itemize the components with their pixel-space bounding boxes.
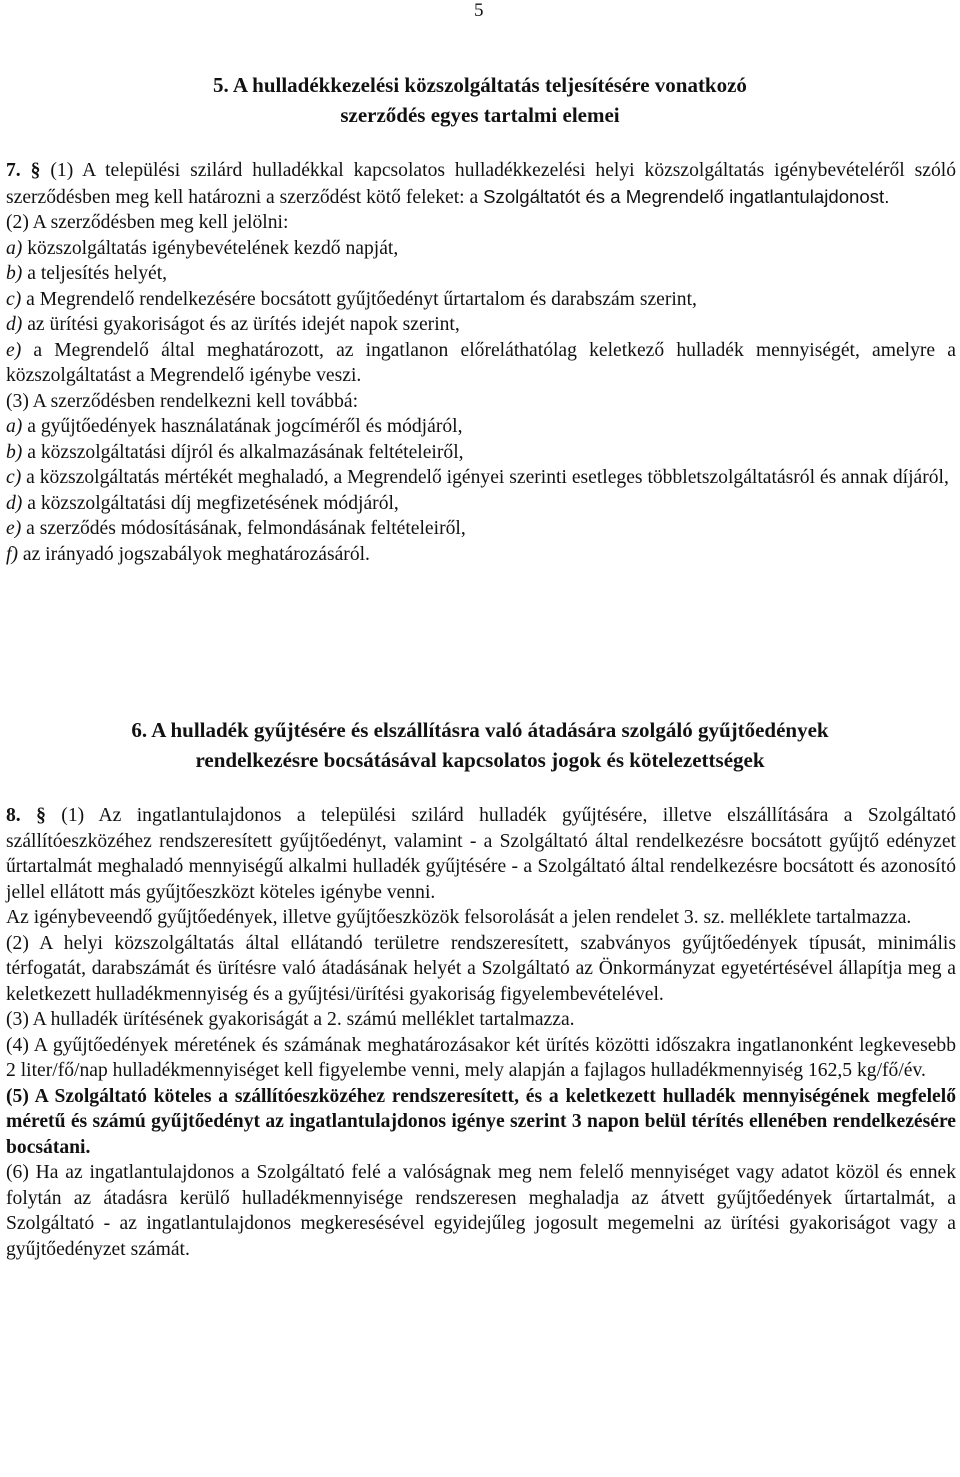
list-item-7-3-f: f) az irányadó jogszabályok meghatározásáról.	[6, 543, 370, 565]
paragraph-7-2-intro: (2) A szerződésben meg kell jelölni:	[6, 212, 289, 233]
list-item-7-2-a: a) közszolgáltatás igénybevételének kezdő napját,	[6, 237, 399, 259]
section-6-heading-line-1: 6. A hulladék gyűjtésére és elszállításra való átadására szolgáló gyűjtőedények	[131, 718, 829, 742]
paragraph-8-1-annex-note: Az igénybeveendő gyűjtőedények, illetve gyűjtőeszközök felsorolását a jelen rendelet 3. sz. melléklete tartalmazza.	[6, 907, 912, 928]
section-5-heading-line-1: 5. A hulladékkezelési közszolgáltatás teljesítésére vonatkozó	[213, 73, 747, 97]
list-item-7-2-b: b) a teljesítés helyét,	[6, 263, 168, 284]
list-item-7-3-a: a) a gyűjtőedények használatának jogcíméről és módjáról,	[6, 416, 463, 437]
page-number: 5	[474, 0, 484, 21]
paragraph-7-number: 7.	[6, 160, 21, 181]
section-5-body	[6, 158, 956, 567]
list-item-7-3-c: c) a közszolgáltatás mértékét meghaladó, a Megrendelő igényei szerinti esetleges többletszolgáltatásról és annak díjáról,	[6, 467, 949, 488]
paragraph-8-number: 8.	[6, 805, 21, 826]
list-item-7-3-d: d) a közszolgáltatási díj megfizetésének módjáról,	[6, 492, 399, 514]
paragraph-7-1	[6, 158, 956, 210]
list-item-7-2-d: d) az ürítési gyakoriságot és az ürítés idejét napok szerint,	[6, 314, 460, 335]
paragraph-8-2: (2) A helyi közszolgáltatás által ellátandó területre rendszeresített, szabványos gyűjtőedények típusát, minimális térfogatát, darabszámát és ürítésre való átadásának helyét a Szolgáltató az Önkormányzat egyetértésével állapítja meg a keletkezett hulladékmennyiség és a gyűjtési/ürítési gyakoriság figyelembevételével.	[6, 932, 956, 1005]
paragraph-8-6: (6) Ha az ingatlantulajdonos a Szolgáltató felé a valóságnak meg nem felelő mennyiséget vagy adatot közöl és ennek folytán az átadásra kerülő hulladékmennyisége rendszeresen meghaladja az átvett gyűjtőedények űrtartalmát, a Szolgáltató - az ingatlantulajdonos megkeresésével egyidejűleg jogosult megemelni az ürítési gyakoriságot vagy a gyűjtőedényzet számát.	[6, 1162, 956, 1260]
list-item-7-3-b: b) a közszolgáltatási díjról és alkalmazásának feltételeiről,	[6, 441, 464, 463]
paragraph-7-3-intro: (3) A szerződésben rendelkezni kell továbbá:	[6, 390, 359, 412]
paragraph-8-1-text: (1) Az ingatlantulajdonos a települési szilárd hulladék gyűjtésére, illetve elszállítására a Szolgáltató szállítóeszközéhez rendszeresített gyűjtőedényt, valamint - a Szolgáltató által rendelkezésre bocsátott gyűjtő edényzet űrtartalmát meghaladó mennyiségű alkalmi hulladék gyűjtésére - a Szolgáltató által rendelkezésre bocsátott és azonosító jellel ellátott más gyűjtőeszközt köteles igénybe venni.	[6, 805, 956, 903]
list-item-7-2-c: c) a Megrendelő rendelkezésére bocsátott gyűjtőedényt űrtartalom és darabszám szerint,	[6, 288, 697, 310]
section-5-heading	[0, 70, 960, 130]
list-item-7-2-e: e) a Megrendelő által meghatározott, az ingatlanon előreláthatólag keletkező hulladék mennyiségét, amelyre a közszolgáltatást a Megrendelő igénybe veszi.	[6, 339, 956, 386]
paragraph-7-1-text-end: Szolgáltatót és a Megrendelő ingatlantulajdonost.	[483, 185, 890, 207]
section-6-heading	[0, 715, 960, 775]
section-6-heading-line-2: rendelkezésre bocsátásával kapcsolatos jogok és kötelezettségek	[195, 748, 765, 772]
paragraph-8-5: (5) A Szolgáltató köteles a szállítóeszközéhez rendszeresített, és a keletkezett hulladék mennyiségének megfelelő méretű és számú gyűjtőedényt az ingatlantulajdonos igénye szerint 3 napon belül térítés ellenében rendelkezésére bocsátani.	[6, 1085, 956, 1158]
paragraph-8-4: (4) A gyűjtőedények méretének és számának meghatározásakor két ürítés közötti időszakra ingatlanonként legkevesebb 2 liter/fő/nap hulladékmennyiséget kell figyelembe venni, mely alapján a fajlagos hulladékmennyiség 162,5 kg/fő/év.	[6, 1034, 956, 1081]
paragraph-7-1-text: (1) A települési szilárd hulladékkal kapcsolatos hulladékkezelési helyi közszolgáltatás igénybevételéről szóló szerződésben meg kell határozni a szerződést kötő feleket: a	[6, 160, 956, 208]
section-5-heading-line-2: szerződés egyes tartalmi elemei	[340, 103, 620, 127]
section-sign: §	[36, 805, 46, 826]
list-item-7-3-e: e) a szerződés módosításának, felmondásának feltételeiről,	[6, 518, 466, 539]
section-sign: §	[30, 160, 41, 181]
paragraph-8-3: (3) A hulladék ürítésének gyakoriságát a 2. számú melléklet tartalmazza.	[6, 1009, 575, 1030]
section-6-body	[6, 803, 956, 1262]
paragraph-8-1	[6, 803, 956, 905]
